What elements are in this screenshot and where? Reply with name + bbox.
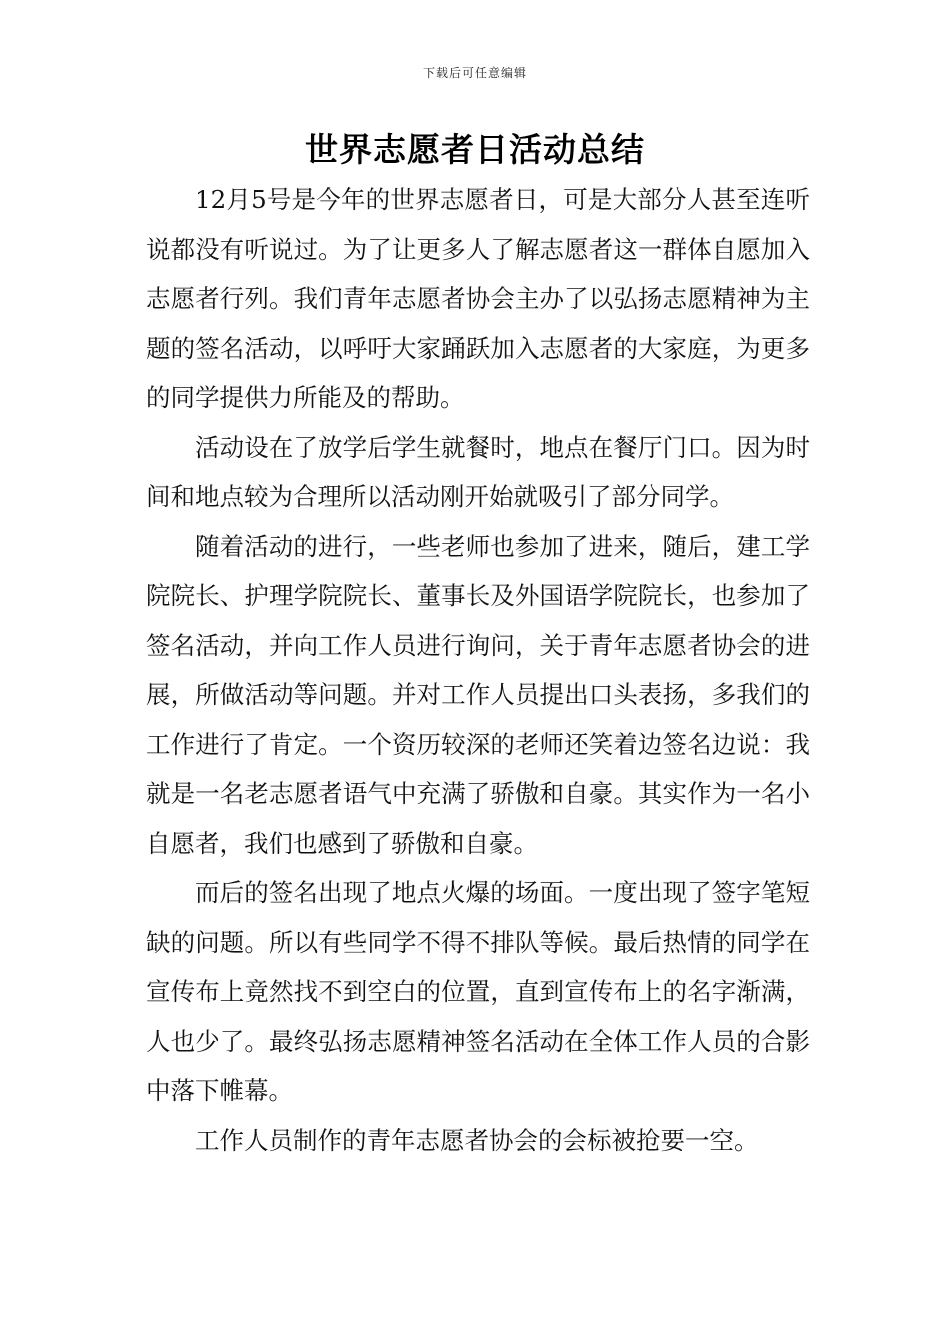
paragraph: 随着活动的进行，一些老师也参加了进来，随后，建工学院院长、护理学院院长、董事长及外国语学院院长，也参加了签名活动，并向工作人员进行询问，关于青年志愿者协会的进展，所做活动等问题。并对工作人员提出口头表扬，多我们的工作进行了肯定。一个资历较深的老师还笑着边签名边说：我就是一名老志愿者语气中充满了骄傲和自豪。其实作为一名小自愿者，我们也感到了骄傲和自豪。: [146, 531, 810, 858]
paragraph: 而后的签名出现了地点火爆的场面。一度出现了签字笔短缺的问题。所以有些同学不得不排队等候。最后热情的同学在宣传布上竟然找不到空白的位置，直到宣传布上的名字渐满，人也少了。最终弘扬志愿精神签名活动在全体工作人员的合影中落下帷幕。: [146, 878, 810, 1105]
document-body: [146, 175, 810, 1165]
paragraph: 工作人员制作的青年志愿者协会的会标被抢要一空。: [195, 1125, 759, 1155]
paragraph: 12月5号是今年的世界志愿者日，可是大部分人甚至连听说都没有听说过。为了让更多人了解志愿者这一群体自愿加入志愿者行列。我们青年志愿者协会主办了以弘扬志愿精神为主题的签名活动，以呼吁大家踊跃加入志愿者的大家庭，为更多的同学提供力所能及的帮助。: [146, 185, 810, 412]
document-title: 世界志愿者日活动总结: [305, 130, 645, 169]
header-note: 下载后可任意编辑: [422, 66, 527, 80]
paragraph: 活动设在了放学后学生就餐时，地点在餐厅门口。因为时间和地点较为合理所以活动刚开始就吸引了部分同学。: [146, 432, 810, 511]
